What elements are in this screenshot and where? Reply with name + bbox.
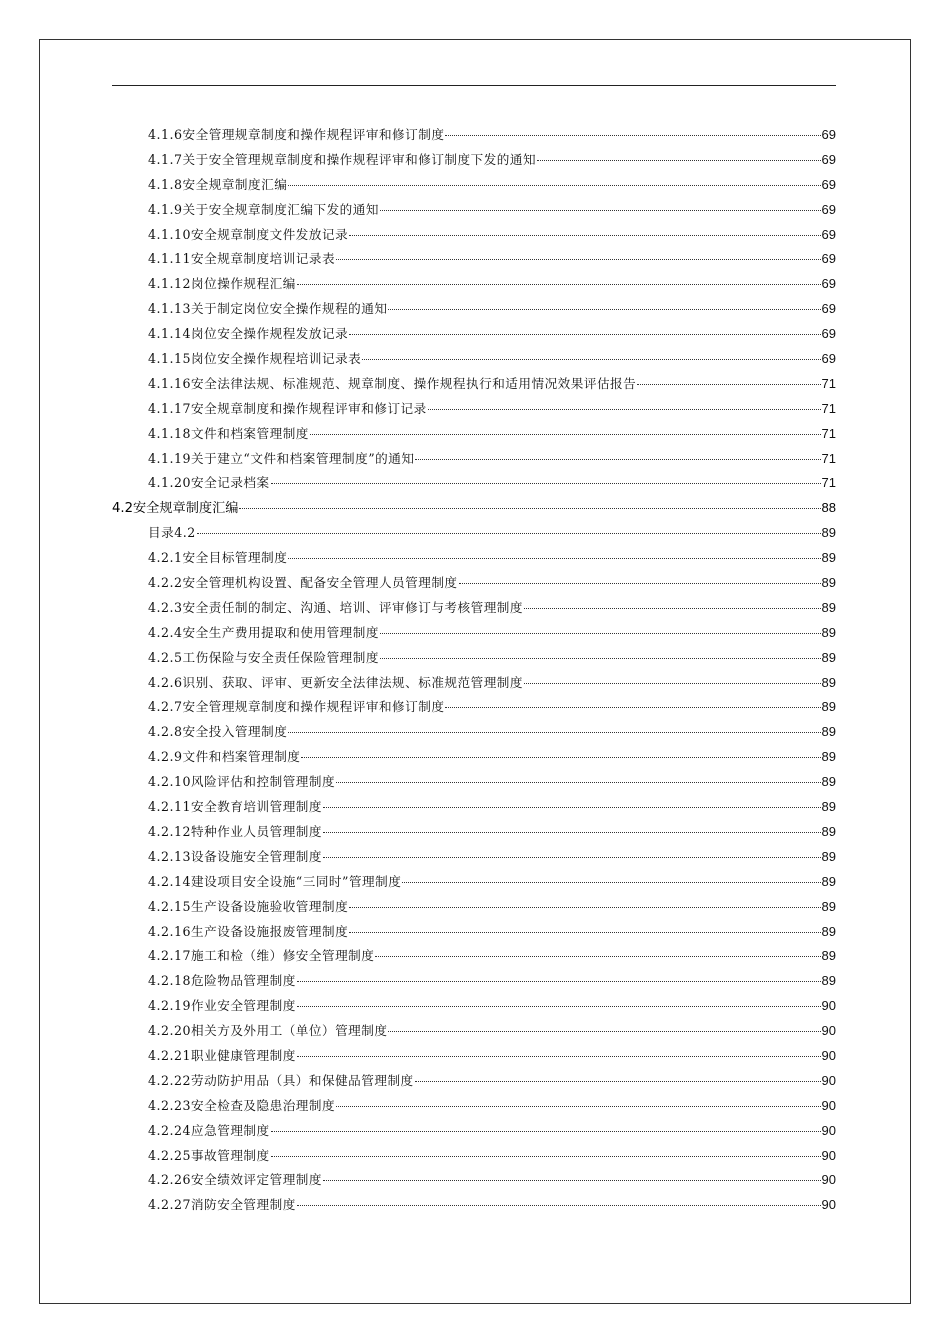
toc-dot-leader [380,633,821,634]
toc-dot-leader [297,1056,821,1057]
toc-dot-leader [349,235,820,236]
toc-entry-page-number: 69 [821,226,836,242]
toc-dot-leader [637,384,820,385]
toc-entry[interactable] [112,746,836,771]
toc-dot-leader [445,707,820,708]
toc-entry-label: 4.2.22劳动防护用品（具）和保健品管理制度 [148,1072,414,1088]
toc-entry-label: 4.2.2安全管理机构设置、配备安全管理人员管理制度 [148,575,458,591]
toc-dot-leader [288,185,820,186]
toc-entry[interactable] [112,622,836,647]
toc-entry-page-number: 89 [821,923,836,939]
toc-entry-page-number: 69 [821,127,836,142]
toc-entry[interactable] [112,1145,836,1170]
toc-entry[interactable] [112,696,836,721]
toc-entry-label: 4.1.14岗位安全操作规程发放记录 [148,326,349,342]
toc-entry[interactable] [112,945,836,970]
toc-entry-label: 4.2安全规章制度汇编 [112,501,239,517]
toc-entry-page-number: 90 [821,1072,836,1088]
toc-entry[interactable] [112,448,836,473]
toc-entry-page-number: 71 [821,475,836,491]
toc-dot-leader [349,334,820,335]
toc-entry-page-number: 69 [821,151,836,167]
toc-entry-label: 4.2.27消防安全管理制度 [148,1197,296,1213]
toc-entry-page-number: 90 [821,1147,836,1163]
toc-entry[interactable] [112,597,836,622]
toc-dot-leader [362,359,820,360]
toc-dot-leader [415,459,820,460]
toc-entry-label: 4.2.3安全责任制的制定、沟通、培训、评审修订与考核管理制度 [148,599,523,615]
toc-entry-page-number: 89 [821,674,836,690]
toc-entry-label: 4.2.16生产设备设施报废管理制度 [148,923,349,939]
toc-entry[interactable] [112,199,836,224]
toc-entry[interactable] [112,1169,836,1194]
toc-dot-leader [297,284,821,285]
toc-entry-page-number: 88 [821,500,836,516]
toc-entry-label: 4.2.5工伤保险与安全责任保险管理制度 [148,649,379,665]
toc-entry-label: 4.1.16安全法律法规、标准规范、规章制度、操作规程执行和适用情况效果评估报告 [148,375,637,391]
toc-entry-page-number: 90 [821,1197,836,1213]
toc-entry-label: 4.2.10风险评估和控制管理制度 [148,774,336,790]
toc-dot-leader [288,732,820,733]
toc-entry-label: 目录4.2 [148,525,196,541]
toc-entry-label: 4.2.8安全投入管理制度 [148,724,288,740]
toc-entry-label: 4.1.8安全规章制度汇编 [148,176,288,192]
toc-entry-page-number: 89 [821,699,836,715]
toc-dot-leader [459,583,821,584]
toc-entry[interactable] [112,871,836,896]
toc-dot-leader [380,210,821,211]
toc-entry[interactable] [112,821,836,846]
toc-entry-label: 4.2.14建设项目安全设施“三同时”管理制度 [148,873,402,889]
toc-entry-label: 4.2.1安全目标管理制度 [148,550,288,566]
toc-entry-label: 4.2.17施工和检（维）修安全管理制度 [148,948,375,964]
toc-dot-leader [428,409,821,410]
toc-entry-label: 4.1.10安全规章制度文件发放记录 [148,226,349,242]
toc-dot-leader [271,1131,821,1132]
toc-dot-leader [336,259,820,260]
toc-entry-page-number: 71 [821,375,836,391]
toc-entry-page-number: 89 [821,649,836,665]
toc-entry[interactable] [112,348,836,373]
toc-entry-label: 4.2.11安全教育培训管理制度 [148,799,322,815]
toc-entry[interactable] [112,796,836,821]
toc-entry-page-number: 90 [821,998,836,1014]
toc-entry-page-number: 71 [821,425,836,441]
toc-dot-leader [310,434,821,435]
toc-entry-page-number: 89 [821,525,836,541]
toc-entry-page-number: 69 [821,201,836,217]
toc-dot-leader [336,1106,820,1107]
toc-entry[interactable] [112,771,836,796]
toc-entry[interactable] [112,323,836,348]
toc-entry-page-number: 90 [821,1172,836,1188]
toc-entry-page-number: 71 [821,450,836,466]
toc-entry-label: 4.1.12岗位操作规程汇编 [148,276,296,292]
toc-entry[interactable] [112,1095,836,1120]
toc-entry[interactable] [112,248,836,273]
toc-entry[interactable] [112,1120,836,1145]
toc-entry[interactable] [112,547,836,572]
toc-entry-page-number: 89 [821,774,836,790]
toc-entry[interactable] [112,846,836,871]
toc-entry-label: 4.1.7关于安全管理规章制度和操作规程评审和修订制度下发的通知 [148,151,537,167]
header-rule [112,85,836,86]
toc-entry-label: 4.2.18危险物品管理制度 [148,973,296,989]
toc-entry-page-number: 89 [821,848,836,864]
toc-entry-page-number: 90 [821,1122,836,1138]
toc-dot-leader [301,757,820,758]
toc-entry-page-number: 89 [821,599,836,615]
toc-dot-leader [349,932,820,933]
toc-dot-leader [197,533,821,534]
toc-entry-label: 4.1.18文件和档案管理制度 [148,425,309,441]
toc-entry-label: 4.1.20安全记录档案 [148,475,270,491]
toc-dot-leader [323,1180,821,1181]
toc-entry-label: 4.1.11安全规章制度培训记录表 [148,251,336,267]
toc-entry[interactable] [112,995,836,1020]
toc-dot-leader [415,1081,821,1082]
toc-entry-page-number: 69 [821,251,836,267]
toc-entry-page-number: 69 [821,351,836,367]
toc-dot-leader [388,1031,820,1032]
toc-entry-page-number: 89 [821,799,836,815]
toc-dot-leader [323,807,821,808]
toc-entry[interactable] [112,149,836,174]
toc-dot-leader [336,782,820,783]
toc-entry-page-number: 89 [821,948,836,964]
toc-entry-page-number: 89 [821,823,836,839]
toc-entry[interactable] [112,1020,836,1045]
toc-entry-label: 4.2.21职业健康管理制度 [148,1047,296,1063]
toc-entry[interactable] [112,472,836,497]
toc-entry-label: 4.2.25事故管理制度 [148,1147,270,1163]
toc-entry-label: 4.2.4安全生产费用提取和使用管理制度 [148,624,379,640]
toc-dot-leader [524,683,821,684]
toc-entry[interactable] [112,522,836,547]
toc-entry-page-number: 89 [821,973,836,989]
toc-entry[interactable] [112,174,836,199]
toc-entry[interactable] [112,373,836,398]
toc-dot-leader [524,608,821,609]
toc-entry-label: 4.2.9文件和档案管理制度 [148,749,301,765]
toc-entry[interactable] [112,647,836,672]
toc-entry-page-number: 69 [821,176,836,192]
toc-dot-leader [349,907,820,908]
toc-entry-page-number: 90 [821,1023,836,1039]
toc-entry[interactable] [112,1045,836,1070]
toc-entry-label: 4.2.23安全检查及隐患治理制度 [148,1097,336,1113]
toc-dot-leader [239,508,820,509]
toc-entry[interactable] [112,298,836,323]
toc-entry-page-number: 69 [821,301,836,317]
toc-entry-label: 4.2.7安全管理规章制度和操作规程评审和修订制度 [148,699,445,715]
toc-entry[interactable] [112,273,836,298]
toc-entry-label: 4.1.17安全规章制度和操作规程评审和修订记录 [148,400,427,416]
toc-entry-label: 4.2.12特种作业人员管理制度 [148,823,322,839]
toc-dot-leader [323,832,821,833]
toc-dot-leader [380,658,821,659]
toc-entry-label: 4.1.19关于建立“文件和档案管理制度”的通知 [148,450,415,466]
toc-entry-page-number: 71 [821,400,836,416]
toc-entry-page-number: 89 [821,575,836,591]
toc-dot-leader [388,309,820,310]
toc-dot-leader [288,558,820,559]
toc-dot-leader [375,956,820,957]
toc-dot-leader [271,483,821,484]
toc-entry[interactable] [112,1070,836,1095]
toc-entry[interactable] [112,896,836,921]
toc-entry[interactable] [112,572,836,597]
toc-entry-page-number: 89 [821,749,836,765]
toc-dot-leader [402,882,820,883]
toc-dot-leader [323,857,821,858]
toc-entry[interactable] [112,224,836,249]
toc-entry-label: 4.1.9关于安全规章制度汇编下发的通知 [148,201,379,217]
toc-entry[interactable] [112,970,836,995]
toc-dot-leader [271,1156,821,1157]
toc-entry[interactable] [112,1194,836,1219]
toc-entry-page-number: 89 [821,724,836,740]
toc-entry[interactable] [112,497,836,522]
toc-entry-label: 4.2.6识别、获取、评审、更新安全法律法规、标准规范管理制度 [148,674,523,690]
toc-entry-page-number: 89 [821,898,836,914]
toc-entry[interactable] [112,672,836,697]
toc-dot-leader [297,981,821,982]
toc-dot-leader [297,1205,821,1206]
toc-entry[interactable] [112,721,836,746]
toc-entry-label: 4.2.15生产设备设施验收管理制度 [148,898,349,914]
toc-entry-page-number: 89 [821,873,836,889]
toc-entry[interactable] [112,124,836,149]
toc-dot-leader [537,160,820,161]
toc-entry[interactable] [112,423,836,448]
toc-entry-label: 4.2.24应急管理制度 [148,1122,270,1138]
table-of-contents [112,124,836,1219]
toc-entry-page-number: 89 [821,624,836,640]
toc-entry-label: 4.1.6安全管理规章制度和操作规程评审和修订制度 [148,127,445,142]
toc-entry-label: 4.2.19作业安全管理制度 [148,998,296,1014]
toc-dot-leader [445,135,820,136]
toc-entry-label: 4.2.13设备设施安全管理制度 [148,848,322,864]
toc-entry[interactable] [112,921,836,946]
toc-entry-label: 4.1.15岗位安全操作规程培训记录表 [148,351,362,367]
toc-entry-page-number: 90 [821,1047,836,1063]
toc-entry-page-number: 90 [821,1097,836,1113]
toc-entry-page-number: 69 [821,326,836,342]
toc-entry-label: 4.1.13关于制定岗位安全操作规程的通知 [148,301,388,317]
toc-entry[interactable] [112,398,836,423]
toc-entry-label: 4.2.20相关方及外用工（单位）管理制度 [148,1023,388,1039]
toc-entry-page-number: 89 [821,550,836,566]
toc-dot-leader [297,1006,821,1007]
toc-entry-label: 4.2.26安全绩效评定管理制度 [148,1172,322,1188]
toc-entry-page-number: 69 [821,276,836,292]
